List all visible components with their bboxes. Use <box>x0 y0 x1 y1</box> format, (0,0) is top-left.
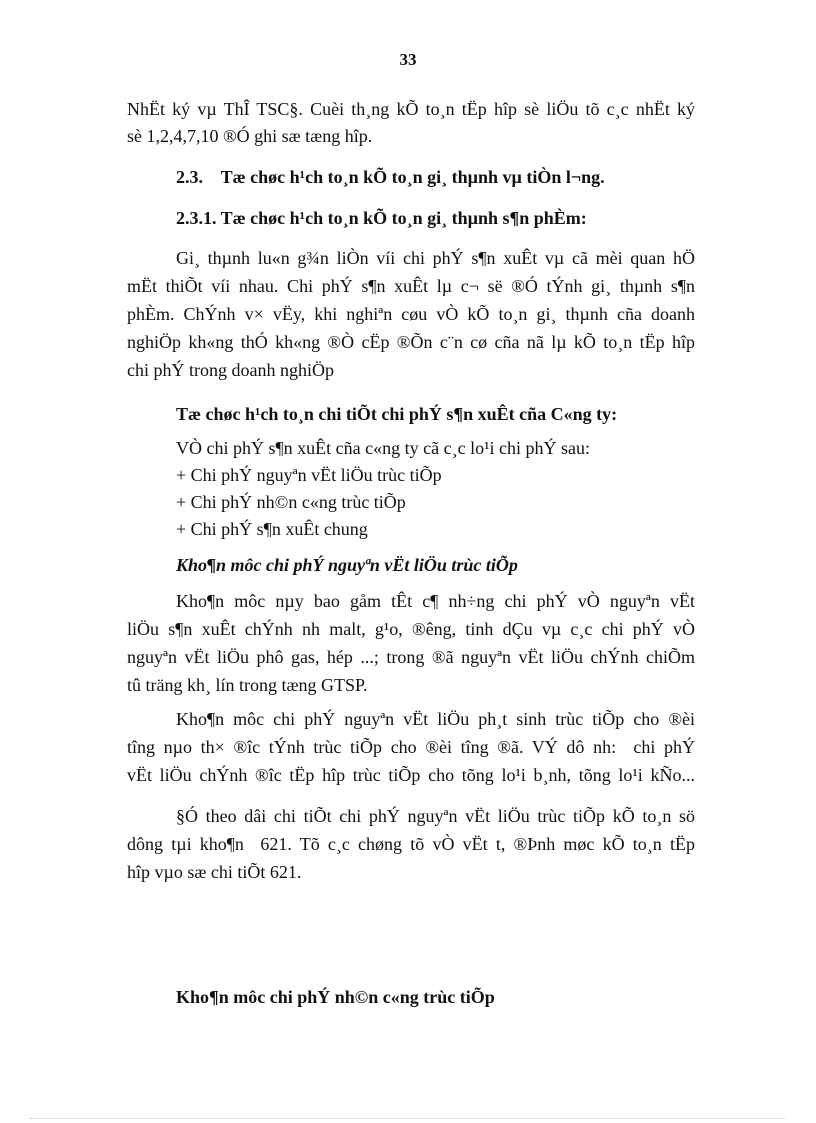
body-line: dông tµi kho¶n 621. Tõ c¸c chøng tõ vÒ vËt t, ®Þnh møc kÕ to¸n tËp <box>127 834 695 854</box>
list-item: + Chi phÝ nguyªn vËt liÖu trùc tiÕp <box>176 465 442 485</box>
body-line: Kho¶n môc chi phÝ nguyªn vËt liÖu ph¸t sinh trùc tiÕp cho ®èi <box>176 709 695 729</box>
body-line: hîp vµo sæ chi tiÕt 621. <box>127 862 302 882</box>
subheading: Kho¶n môc chi phÝ nguyªn vËt liÖu trùc tiÕp <box>176 555 518 575</box>
body-line: liÖu s¶n xuÊt chÝnh nh malt, g¹o, ®êng, tinh dÇu vµ c¸c chi phÝ vÒ <box>127 619 695 639</box>
body-line: mËt thiÕt víi nhau. Chi phÝ s¶n xuÊt lµ c¬ së ®Ó tÝnh gi¸ thµnh s¶n <box>127 276 695 296</box>
subheading: Tæ chøc h¹ch to¸n chi tiÕt chi phÝ s¶n xuÊt cña C«ng ty: <box>176 404 618 424</box>
body-line: tû träng kh¸ lín trong tæng GTSP. <box>127 675 368 695</box>
body-line: Gi¸ thµnh lu«n g¾n liÒn víi chi phÝ s¶n xuÊt vµ cã mèi quan hÖ <box>176 248 695 268</box>
page-number: 33 <box>399 50 417 69</box>
body-line: phÈm. ChÝnh v× vËy, khi nghiªn cøu vÒ kÕ to¸n gi¸ thµnh cña doanh <box>127 304 695 324</box>
subheading: Kho¶n môc chi phÝ nh©n c«ng trùc tiÕp <box>176 987 495 1007</box>
body-line: nghiÖp kh«ng thÓ kh«ng ®Ò cËp ®Õn c¨n cø cña nã lµ kÕ to¸n tËp hîp <box>127 332 695 352</box>
body-line: vËt liÖu chÝnh ®îc tËp hîp trùc tiÕp cho tõng lo¹i b¸nh, tõng lo¹i kÑo... <box>127 765 695 785</box>
list-item: + Chi phÝ nh©n c«ng trùc tiÕp <box>176 492 406 512</box>
body-line: VÒ chi phÝ s¶n xuÊt cña c«ng ty cã c¸c lo¹i chi phÝ sau: <box>176 438 590 458</box>
body-line: nguyªn vËt liÖu phô gas, hép ...; trong ®ã nguyªn vËt liÖu chÝnh chiÕm <box>127 647 695 667</box>
body-line: Kho¶n môc nµy bao gåm tÊt c¶ nh÷ng chi phÝ vÒ nguyªn vËt <box>176 591 695 611</box>
body-line: sè 1,2,4,7,10 ®Ó ghi sæ tæng hîp. <box>127 126 373 146</box>
body-line: chi phÝ trong doanh nghiÖp <box>127 360 334 380</box>
subsection-heading: 2.3.1. Tæ chøc h¹ch to¸n kÕ to¸n gi¸ thµnh s¶n phÈm: <box>176 208 587 228</box>
section-heading: 2.3. Tæ chøc h¹ch to¸n kÕ to¸n gi¸ thµnh vµ tiÒn l¬ng. <box>176 167 605 187</box>
body-line: §Ó theo dâi chi tiÕt chi phÝ nguyªn vËt liÖu trùc tiÕp kÕ to¸n sö <box>176 806 695 826</box>
page-bottom-border <box>30 1118 786 1119</box>
list-item: + Chi phÝ s¶n xuÊt chung <box>176 519 368 539</box>
body-line: NhËt ký vµ ThÎ TSC§. Cuèi th¸ng kÕ to¸n tËp hîp sè liÖu tõ c¸c nhËt ký <box>127 99 695 119</box>
body-line: tîng nµo th× ®îc tÝnh trùc tiÕp cho ®èi tîng ®ã. VÝ dô nh: chi phÝ <box>127 737 695 757</box>
